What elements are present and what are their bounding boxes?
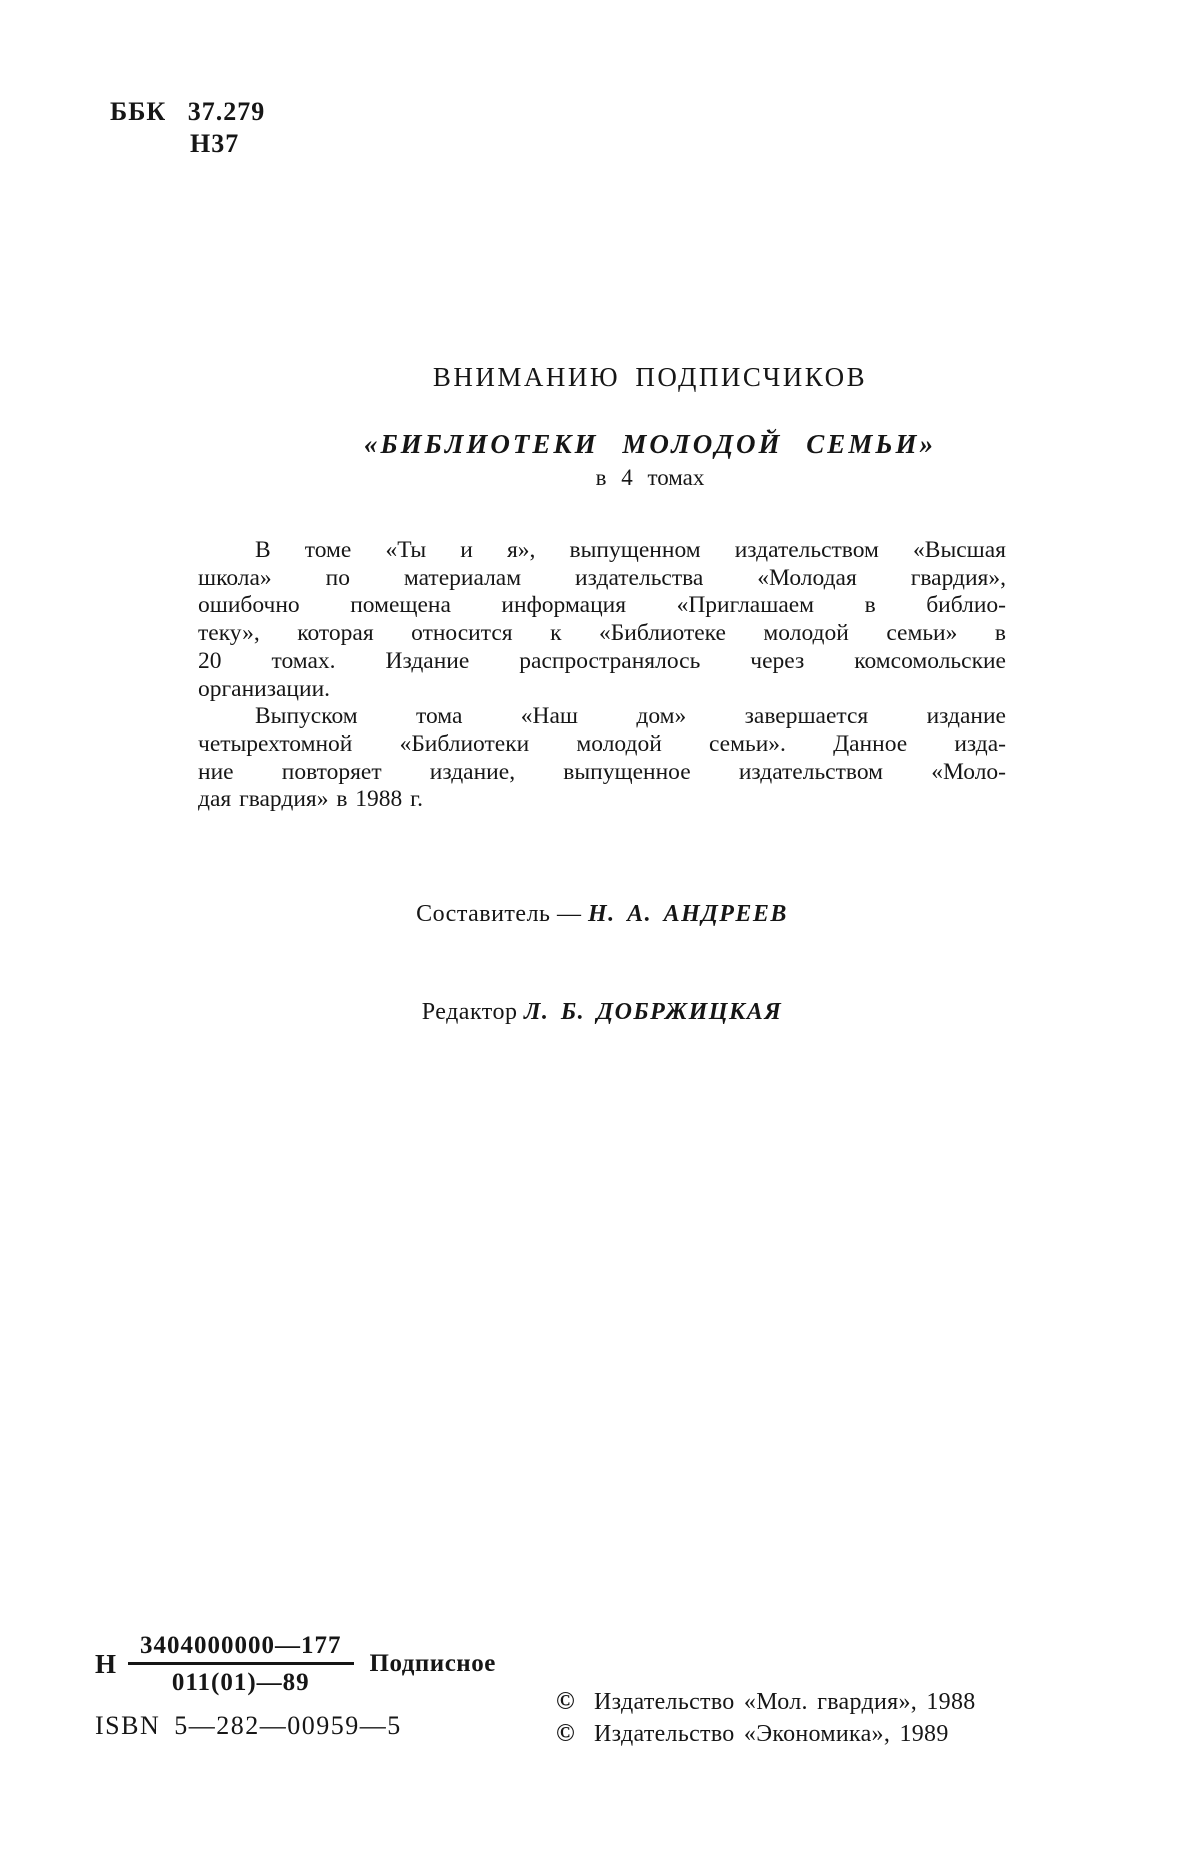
text-line: организации. xyxy=(198,675,331,702)
text-line: ние повторяет издание, выпущенное издательством «Моло- xyxy=(198,758,1006,785)
editor-label: Редактор xyxy=(421,999,524,1026)
fraction-denominator: 011(01)—89 xyxy=(171,1669,310,1696)
copyright-line-1 xyxy=(556,1686,976,1718)
paragraph-1 xyxy=(198,537,1006,703)
text-line: Выпуском тома «Наш дом» завершается издание xyxy=(255,703,1006,730)
volumes-line: в 4 томах xyxy=(595,465,705,490)
text-line: ошибочно помещена информация «Приглашаем в библио- xyxy=(198,592,1006,619)
text-line: дая гвардия» в 1988 г. xyxy=(198,786,424,813)
notice-heading: ВНИМАНИЮ ПОДПИСЧИКОВ xyxy=(432,362,868,392)
editor-line xyxy=(198,1000,1006,1024)
bbk-code: ББК 37.279 xyxy=(110,97,266,126)
copyright-block xyxy=(556,1686,976,1750)
catalog-letter: Н xyxy=(95,1648,117,1679)
catalog-fraction xyxy=(128,1633,354,1695)
isbn-line: ISBN 5—282—00959—5 xyxy=(95,1711,402,1740)
subscriber-notice xyxy=(198,364,1006,1024)
fraction-numerator: 3404000000—177 xyxy=(128,1633,354,1665)
heading-group xyxy=(294,364,1006,489)
series-title: «БИБЛИОТЕКИ МОЛОДОЙ СЕМЬИ» xyxy=(364,429,936,459)
text-line: четырехтомной «Библиотеки молодой семьи». Данное изда- xyxy=(198,730,1006,757)
text-line: теку», которая относится к «Библиотеке молодой семьи» в xyxy=(198,620,1006,647)
compiler-line xyxy=(198,902,1006,926)
copyright-text-1: Издательство «Мол. гвардия», 1988 xyxy=(594,1689,976,1715)
copyright-icon: © xyxy=(556,1720,575,1747)
bbk-index: Н37 xyxy=(190,129,240,158)
compiler-label: Составитель — xyxy=(416,901,588,928)
copyright-line-2 xyxy=(556,1718,976,1750)
text-line: 20 томах. Издание распространялось через комсомольские xyxy=(198,647,1006,674)
text-line: школа» по материалам издательства «Молодая гвардия», xyxy=(198,564,1006,591)
copyright-icon: © xyxy=(556,1688,575,1715)
text-line: В томе «Ты и я», выпущенном издательством «Высшая xyxy=(255,537,1006,563)
catalog-block xyxy=(95,1633,496,1741)
catalog-row xyxy=(95,1633,496,1695)
subscription-label: Подписное xyxy=(369,1650,496,1677)
copyright-text-2: Издательство «Экономика», 1989 xyxy=(594,1721,949,1747)
paragraph-2 xyxy=(198,703,1006,814)
compiler-name: Н. А. АНДРЕЕВ xyxy=(588,901,788,928)
editor-name: Л. Б. ДОБРЖИЦКАЯ xyxy=(523,999,783,1026)
bbk-block xyxy=(110,96,265,160)
